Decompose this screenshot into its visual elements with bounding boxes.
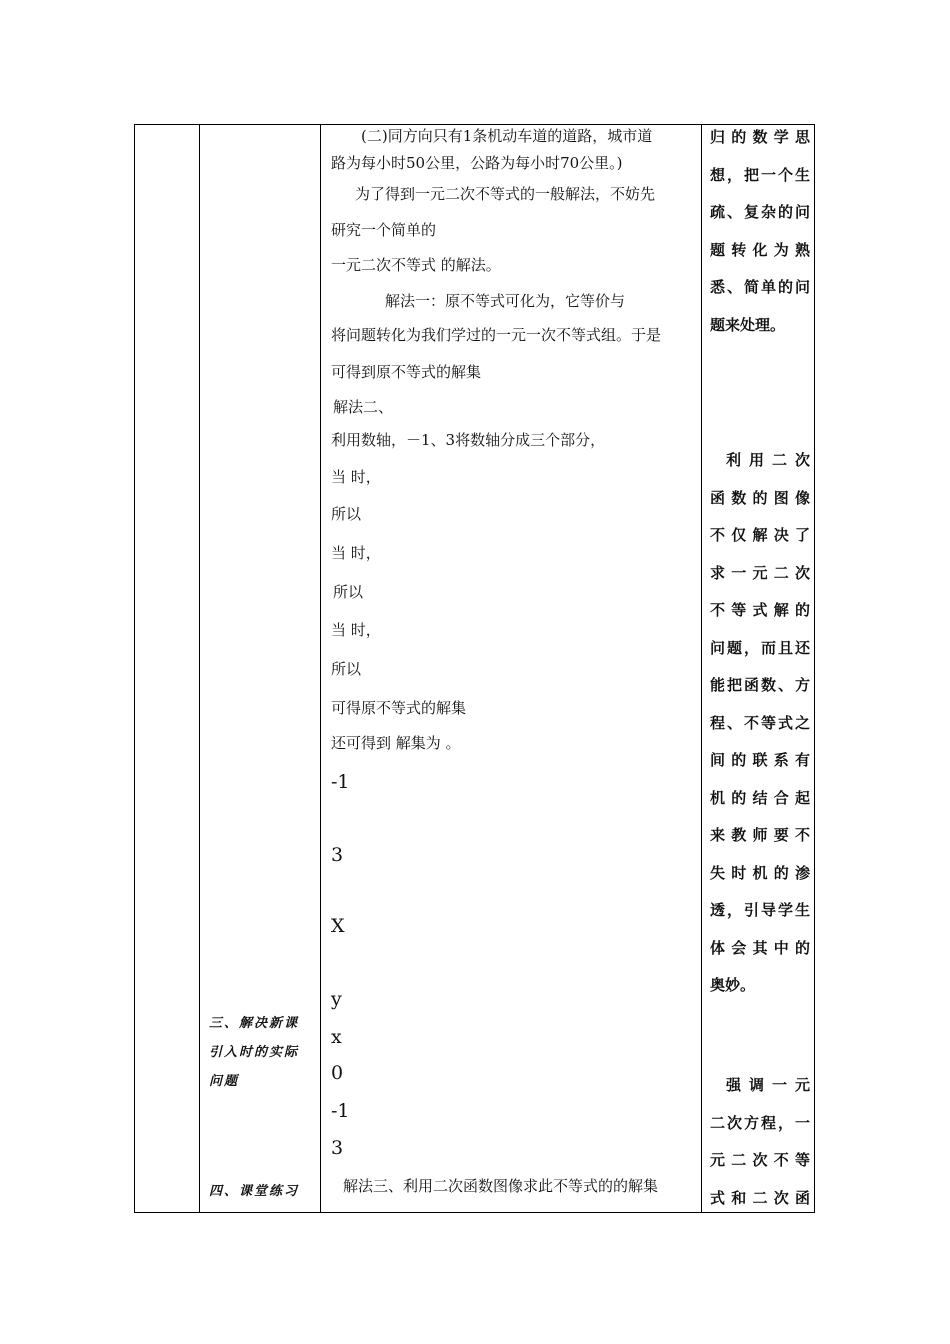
note-line: 强调一元 bbox=[726, 1076, 810, 1094]
note-line: 悉、简单的问 bbox=[710, 278, 810, 296]
design-notes-3 bbox=[710, 1067, 810, 1217]
design-notes-1 bbox=[710, 119, 810, 344]
note-line: 二次方程，一 bbox=[710, 1113, 810, 1132]
text-line: 所以 bbox=[331, 505, 362, 523]
text-line: 研究一个简单的 bbox=[331, 221, 437, 239]
stage-3-line: 三、解决新课 bbox=[209, 1016, 300, 1031]
note-line: 不等式解的 bbox=[710, 601, 810, 619]
text-line: 还可得到 解集为 。 bbox=[331, 734, 461, 752]
note-line: 能把函数、方 bbox=[710, 676, 810, 694]
note-line: 问题，而且还 bbox=[710, 638, 810, 657]
lesson-content bbox=[321, 125, 691, 1212]
text-line: 当 时， bbox=[331, 544, 381, 562]
stage-3-line: 引入时的实际 bbox=[209, 1045, 300, 1060]
text-line: 可得到原不等式的解集 bbox=[331, 363, 482, 381]
figure-label: -1 bbox=[331, 1100, 350, 1122]
stage-3-line: 问题 bbox=[209, 1074, 240, 1089]
note-line: 利用二次 bbox=[726, 451, 810, 469]
text-line: 可得原不等式的解集 bbox=[331, 699, 467, 717]
note-line: 透，引导学生 bbox=[710, 901, 810, 919]
design-notes-2 bbox=[710, 442, 810, 1005]
figure-label: 3 bbox=[331, 1137, 344, 1159]
text-line: 解法三、利用二次函数图像求此不等式的的解集 bbox=[343, 1177, 659, 1195]
column-divider bbox=[199, 125, 200, 1212]
note-line: 题转化为熟 bbox=[710, 240, 810, 259]
note-line: 来教师要不 bbox=[710, 826, 810, 844]
text-line: 一元二次不等式 的解法。 bbox=[331, 256, 501, 274]
note-line: 机的结合起 bbox=[710, 788, 810, 807]
stage-3-label bbox=[209, 1009, 315, 1096]
stage-4-label: 四、课堂练习 bbox=[209, 1184, 300, 1199]
text-line: 利用数轴，－1、3将数轴分成三个部分， bbox=[331, 431, 606, 449]
note-line: 题来处理。 bbox=[710, 315, 786, 334]
text-line: 当 时， bbox=[331, 468, 381, 486]
note-line: 奥妙。 bbox=[710, 976, 756, 994]
column-divider bbox=[701, 125, 702, 1212]
note-line: 元二次不等 bbox=[710, 1151, 810, 1169]
note-line: 疏、复杂的问 bbox=[710, 203, 810, 221]
text-line: 为了得到一元二次不等式的一般解法，不妨先 bbox=[355, 185, 656, 203]
note-line: 求一元二次 bbox=[710, 563, 810, 582]
note-line: 间的联系有 bbox=[710, 751, 810, 769]
text-line: 解法一：原不等式可化为，它等价与 bbox=[385, 292, 626, 310]
figure-label: 0 bbox=[331, 1062, 344, 1084]
figure-label: 3 bbox=[331, 844, 344, 866]
note-line: 归的数学思 bbox=[710, 128, 810, 146]
figure-label: -1 bbox=[331, 771, 350, 793]
note-line: 体会其中的 bbox=[710, 938, 810, 957]
text-line: 所以 bbox=[331, 660, 362, 678]
note-line: 函数的图像 bbox=[710, 488, 810, 507]
figure-label: X bbox=[331, 915, 345, 937]
text-line: 当 时， bbox=[331, 621, 381, 639]
figure-label: y bbox=[331, 988, 342, 1010]
text-line: 解法二、 bbox=[333, 398, 394, 416]
note-line: 失时机的渗 bbox=[710, 863, 810, 882]
text-line: 路为每小时50公里，公路为每小时70公里。) bbox=[331, 154, 623, 172]
text-line: 所以 bbox=[333, 583, 364, 601]
note-line: 式和二次函 bbox=[710, 1188, 810, 1207]
note-line: 不仅解决了 bbox=[710, 526, 810, 544]
lesson-plan-table bbox=[134, 124, 815, 1213]
note-line: 程、不等式之 bbox=[710, 713, 810, 732]
note-line: 想，把一个生 bbox=[710, 165, 810, 184]
text-line: (二)同方向只有1条机动车道的道路，城市道 bbox=[361, 127, 653, 145]
figure-label: x bbox=[331, 1026, 342, 1048]
text-line: 将问题转化为我们学过的一元一次不等式组。于是 bbox=[331, 326, 662, 344]
